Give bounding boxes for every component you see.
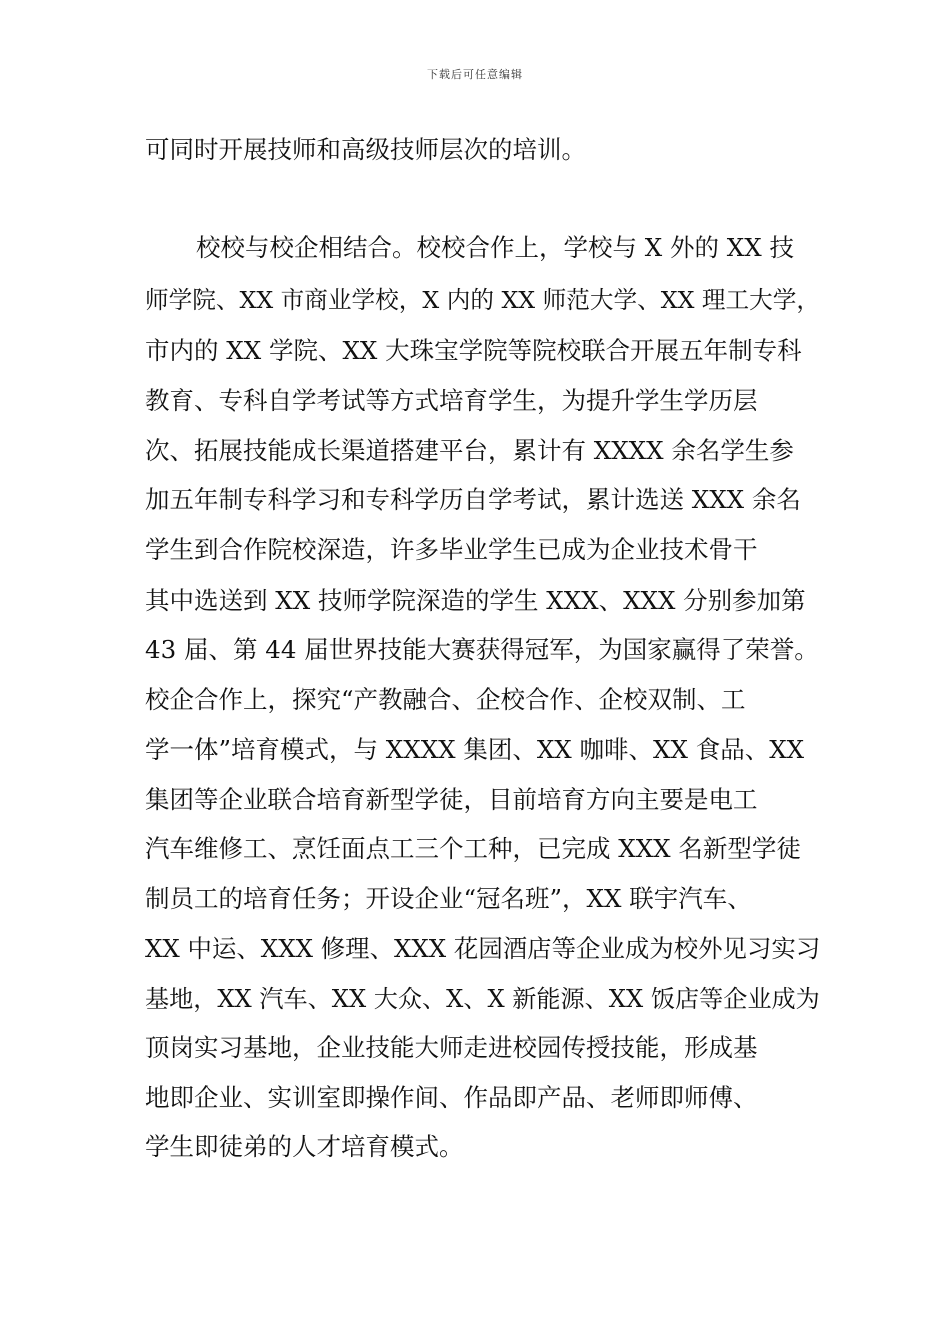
text-line: 师学院、XX 市商业学校，X 内的 XX 师范大学、XX 理工大学， [145,286,821,314]
text-line: 市内的 XX 学院、XX 大珠宝学院等院校联合开展五年制专科 [145,336,802,365]
text-line: XX 中运、XXX 修理、XXX 花园酒店等企业成为校外见习实习 [145,934,821,963]
text-line: 学一体”培育模式，与 XXXX 集团、XX 咖啡、XX 食品、XX [145,735,805,764]
text-line: 基地，XX 汽车、XX 大众、X、X 新能源、XX 饭店等企业成为 [145,985,820,1013]
text-line: 汽车维修工、烹饪面点工三个工种，已完成 XXX 名新型学徒 [145,834,801,863]
text-line: 可同时开展技师和高级技师层次的培训。 [145,135,586,164]
text-line: 其中选送到 XX 技师学院深造的学生 XXX、XXX 分别参加第 [145,586,806,615]
text-line: 校企合作上，探究“产教融合、企校合作、企校双制、工 [145,685,746,714]
text-line: 校校与校企相结合。校校合作上，学校与 X 外的 XX 技 [196,233,794,262]
text-line: 集团等企业联合培育新型学徒，目前培育方向主要是电工 [145,785,758,814]
header-note: 下载后可任意编辑 [427,68,523,81]
text-line: 加五年制专科学习和专科学历自学考试，累计选送 XXX 余名 [145,485,801,514]
text-line: 地即企业、实训室即操作间、作品即产品、老师即师傅、 [145,1083,758,1112]
text-line: 43 届、第 44 届世界技能大赛获得冠军，为国家赢得了荣誉。 [145,635,819,664]
text-line: 学生到合作院校深造，许多毕业学生已成为企业技术骨干 [145,535,758,564]
text-line: 制员工的培育任务；开设企业“冠名班”，XX 联宇汽车、 [145,884,752,913]
text-line: 学生即徒弟的人才培育模式。 [145,1132,464,1161]
text-line: 教育、专科自学考试等方式培育学生，为提升学生学历层 [145,386,758,415]
text-line: 次、拓展技能成长渠道搭建平台，累计有 XXXX 余名学生参 [145,436,794,465]
text-line: 顶岗实习基地，企业技能大师走进校园传授技能，形成基 [145,1033,758,1062]
